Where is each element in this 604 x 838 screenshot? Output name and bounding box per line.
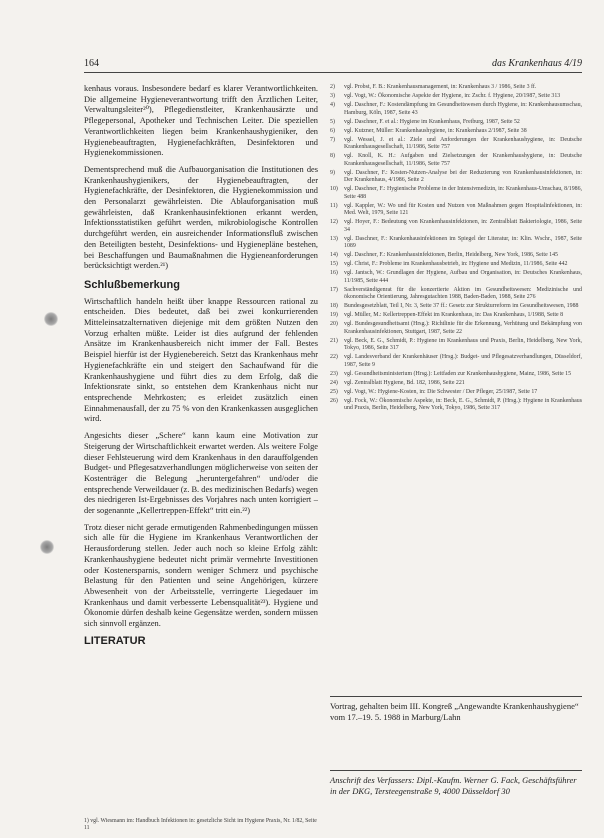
reference-list (330, 84, 582, 414)
reference-item (330, 119, 582, 127)
reference-item (330, 128, 582, 136)
reference-number: 4) (330, 102, 335, 108)
reference-number: 17) (330, 286, 338, 293)
reference-item (330, 338, 582, 353)
body-paragraph: Angesichts dieser „Schere“ kann kaum eine Motivation zur Steigerung der Wirtschaftlichkeit erwartet werden. Als weitere Folge dieser Fehlsteuerung wird dem Krankenhaus in den darauffolgenden Budget- und Pflegesatzverhandlungen möglicherweise von seiten der Kostenträger die Belegung „heruntergefahren“ und/oder die entsprechende Verweildauer (z. B. des medizinischen Bedarfs) wegen des niedrigeren Ist-Ergebnisses des Vorjahres nach unten korrigiert – der sogenannte „Kellertreppen-Effekt“ tritt ein.²²) (84, 431, 318, 516)
main-text-column (84, 84, 318, 652)
reference-number: 6) (330, 127, 335, 134)
reference-number: 13) (330, 235, 338, 242)
page-header (84, 58, 582, 73)
reference-number: 14) (330, 252, 338, 258)
reference-text: vgl. Kappler, W.: Wo und für Kosten und Nutzen von Maßnahmen gegen Hospitalinfektionen, in: Med. Welt, 1979, Seite 121 (344, 202, 582, 216)
reference-number: 12) (330, 219, 338, 225)
reference-number: 22) (330, 354, 338, 360)
reference-item (330, 371, 582, 379)
reference-item (330, 354, 582, 369)
reference-text: vgl. Hoyer, F.: Bedeutung von Krankenhausinfektionen, in: Zentralblatt Bakteriologie, 1986, Seite 34 (344, 219, 582, 233)
reference-item (330, 261, 582, 269)
reference-text: Sachverständigenrat für die konzertierte Aktion im Gesundheitswesen: Medizinische und ökonomische Orientierung, Jahresgutachten 1988, Baden-Baden, 1988, Seite 276 (344, 286, 582, 300)
reference-number: 2) (330, 84, 335, 90)
author-address: Anschrift des Verfassers: Dipl.-Kaufm. Werner G. Fack, Geschäftsführer in der DKG, Tersteegenstraße 9, 4000 Düsseldorf 30 (330, 770, 582, 796)
reference-text: vgl. Daschner, F.: Hygienische Probleme in der Intensivmedizin, in: Krankenhaus-Umschau, 8/1986, Seite 488 (344, 186, 582, 200)
footnote-ref-1: 1) vgl. Wiesmann im: Handbuch Infektionen in: gesetzliche Sicht im Hygiene Praxis, Nr. 1/82, Seite 11 (84, 818, 317, 831)
reference-number: 9) (330, 169, 335, 176)
body-paragraph: Trotz dieser nicht gerade ermutigenden Rahmenbedingungen müssen sich alle für die Hygiene im Krankenhaus Verantwortlichen der Herausforderung stellen. Jeder auch noch so kleine Erfolg zählt: Krankenhaushygiene bedeutet nicht primär vermehrte Investitionen oder Kostenersparnis, sondern weniger Schmerz und psychische Belastung für den Patienten und seine Angehörigen, kürzere Abwesenheit von der Arbeitsstelle, verringerte Liegedauer im Krankenhaus und damit verbesserte Lebensqualität²³). Hygiene und Ökonomie dürfen deshalb keine Gegensätze werden, sondern müssen sich sinnvoll ergänzen. (84, 522, 318, 629)
reference-text: vgl. Knoll, K. H.: Aufgaben und Zielsetzungen der Krankenhaushygiene, in: Deutsche Krankenhausgesellschaft, 11/1986, Seite 757 (344, 153, 582, 167)
reference-item (330, 153, 582, 168)
body-paragraph: Dementsprechend muß die Aufbauorganisation die Institutionen des Krankenhaushygienikers, der Hygienebeauftragten, der Hygienefachkräfte, der Desinfektoren, die Hygienekommission und den Personalarzt gewährleisten. Die Ablauforganisation muß gewährleisten, daß Krankenhausinfektionen erkannt werden, Infektionsstatistiken geführt werden, mikrobiologische Kontrollen durchgeführt werden, ein ausreichender Informationsfluß zwischen den Beteiligten besteht, Desinfektions- und Hygienepläne bestehen, bei Beschaffungen und Baumaßnahmen die Hygieneanforderungen berücksichtigt werden.²¹) (84, 164, 318, 271)
reference-text: vgl. Probst, F. B.: Krankenhausmanagement, in: Krankenhaus 3 / 1986, Seite 3 ff. (344, 84, 537, 90)
reference-item (330, 84, 582, 92)
reference-number: 15) (330, 261, 338, 267)
reference-number: 21) (330, 337, 338, 344)
reference-item (330, 312, 582, 320)
body-paragraph: kenhaus voraus. Insbesondere bedarf es klarer Verantwortlichkeiten. Die allgemeine Hygieneverantwortung trifft den Ärztlichen Leiter, Verwaltungsleiter²⁰), Pflegedienstleiter, Krankenhausärzte und Pflegepersonal, Apotheker und Technischen Leiter. Die speziellen Verantwortlichkeiten liegen beim Krankenhaushygieniker, den Hygienebeauftragten, Hygienefachkräften, Desinfektoren und Hygienekommissionen. (84, 84, 318, 158)
reference-number: 23) (330, 370, 338, 377)
reference-item (330, 219, 582, 234)
reference-text: vgl. Christ, F.: Probleme im Krankenhausbetrieb, in: Hygiene und Medizin, 11/1986, Seite 442 (344, 261, 568, 267)
reference-item (330, 137, 582, 152)
reference-text: vgl. Daschner, F. et al.: Hygiene im Krankenhaus, Freiburg, 1987, Seite 52 (344, 118, 520, 125)
reference-number: 24) (330, 379, 338, 386)
reference-number: 19) (330, 312, 338, 318)
literature-heading: LITERATUR (84, 634, 146, 647)
reference-text: vgl. Gesundheitsministerium (Hrsg.): Leitfaden zur Krankenhaushygiene, Mainz, 1986, Seite 15 (344, 370, 572, 377)
punch-hole-mark (44, 312, 58, 326)
body-paragraph: Wirtschaftlich handeln heißt über knappe Ressourcen rational zu entscheiden. Dies bedeutet, daß bei zwei konkurrierenden Mitteleinsatzalternativen diejenige mit dem größten Nutzen den Vorzug erhalten müßte. Leider ist dies aufgrund der fehlenden Ansätze im Krankenhausbereich nicht immer der Fall. Bestes Beispiel hierfür ist der Hygienebereich. Setzt das Krankenhaus mehr Hygienefachkräfte ein und steigert den Sachaufwand für die Krankenhaushygiene und führt dies zu dem Erfolg, daß die Infektionsrate sinkt, so entstehen dem Krankenhaus nicht nur entsprechende Mehrkosten; es erleidet zusätzlich einen Einnahmenausfall, der zu 75 % von den Krankenkassen ausgeglichen wird. (84, 296, 318, 424)
reference-text: vgl. Daschner, F.: Krankenhausinfektionen, Berlin, Heidelberg, New York, 1986, Seite 145 (344, 252, 558, 258)
lecture-note: Vortrag, gehalten beim III. Kongreß „Angewandte Krankenhaushygiene“ vom 17.–19. 5. 1988 in Marburg/Lahn (330, 696, 582, 722)
reference-number: 25) (330, 388, 338, 395)
reference-text: vgl. Landesverband der Krankenhäuser (Hrsg.): Budget- und Pflegesatzverhandlungen, Düsseldorf, 1987, Seite 9 (344, 354, 582, 368)
reference-text: vgl. Zentralblatt Hygiene, Bd. 182, 1986, Seite 221 (344, 379, 465, 386)
page-number: 164 (84, 58, 99, 69)
reference-item (330, 93, 582, 101)
reference-number: 16) (330, 270, 338, 276)
reference-item (330, 102, 582, 117)
reference-text: vgl. Beck, E. G., Schmidt, P.: Hygiene im Krankenhaus und Praxis, Berlin, Heidelberg, New York, Tokyo, 1986, Seite 317 (344, 337, 582, 351)
reference-text: vgl. Vogt, W.: Hygiene-Kosten, in: Die Schwester / Der Pfleger, 25/1987, Seite 17 (344, 388, 538, 395)
reference-text: vgl. Daschner, F.: Krankenhausinfektionen im Spiegel der Literatur, in: Klin. Wschr., 1987, Seite 1089 (344, 235, 582, 249)
reference-item (330, 186, 582, 201)
reference-text: vgl. Jantsch, W.: Grundlagen der Hygiene, Aufbau und Organisation, in: Deutsches Krankenhaus, 11/1985, Seite 444 (344, 270, 582, 284)
reference-number: 18) (330, 303, 338, 309)
reference-text: vgl. Müller, M.: Kellertreppen-Effekt im Krankenhaus, in: Das Krankenhaus, 1/1988, Seite 8 (344, 312, 564, 318)
journal-name: das Krankenhaus 4/19 (492, 58, 582, 69)
reference-item (330, 303, 582, 311)
reference-text: Bundesgesetzblatt, Teil I, Nr. 3, Seite 37 ff.: Gesetz zur Strukturreform im Gesundheitswesen, 1988 (344, 303, 579, 309)
reference-item (330, 321, 582, 336)
reference-number: 10) (330, 186, 338, 192)
reference-number: 7) (330, 136, 335, 143)
reference-text: vgl. Kutzner, Müller: Krankenhaushygiene, in: Krankenhaus 2/1987, Seite 38 (344, 127, 527, 134)
reference-text: vgl. Bundesgesundheitsamt (Hrsg.): Richtlinie für die Erkennung, Verhütung und Bekämpfung von Krankenhausinfektionen, Stuttgart, 1987, Seite 22 (344, 321, 582, 335)
reference-item (330, 252, 582, 260)
reference-number: 11) (330, 202, 338, 209)
reference-item (330, 287, 582, 302)
reference-item (330, 236, 582, 251)
section-heading: Schlußbemerkung (84, 278, 180, 291)
reference-text: vgl. Fock, W.: Ökonomische Aspekte, in: Beck, E. G., Schmidt, P. (Hrsg.): Hygiene in Krankenhaus und Praxis, Berlin, Heidelberg, New York, Tokyo, 1986, Seite 317 (344, 397, 582, 411)
reference-text: vgl. Wessel, J. et al.: Ziele und Anforderungen der Krankenhaushygiene, in: Deutsche Krankenhausgesellschaft, 11/1986, Seite 757 (344, 136, 582, 150)
reference-number: 5) (330, 118, 335, 125)
reference-item (330, 170, 582, 185)
reference-item (330, 270, 582, 285)
reference-number: 26) (330, 397, 338, 404)
reference-item (330, 389, 582, 397)
reference-item (330, 398, 582, 413)
punch-hole-mark (40, 540, 54, 554)
reference-text: vgl. Daschner, F.: Kosten-Nutzen-Analyse bei der Reduzierung von Krankenhausinfektionen, in: Der Krankenhaus, 4/1986, Seite 2 (344, 169, 582, 183)
reference-text: vgl. Vogt, W.: Ökonomische Aspekte der Hygiene, in: Zschr. f. Hygiene, 20/1987, Seite 313 (344, 93, 561, 99)
reference-item (330, 380, 582, 388)
reference-item (330, 203, 582, 218)
reference-number: 8) (330, 153, 335, 159)
reference-text: vgl. Daschner, F.: Kostendämpfung im Gesundheitswesen durch Hygiene, in: Krankenhausumschau, Hamburg, Köln, 1987, Seite 43 (344, 102, 582, 116)
reference-number: 3) (330, 93, 335, 99)
reference-number: 20) (330, 321, 338, 327)
